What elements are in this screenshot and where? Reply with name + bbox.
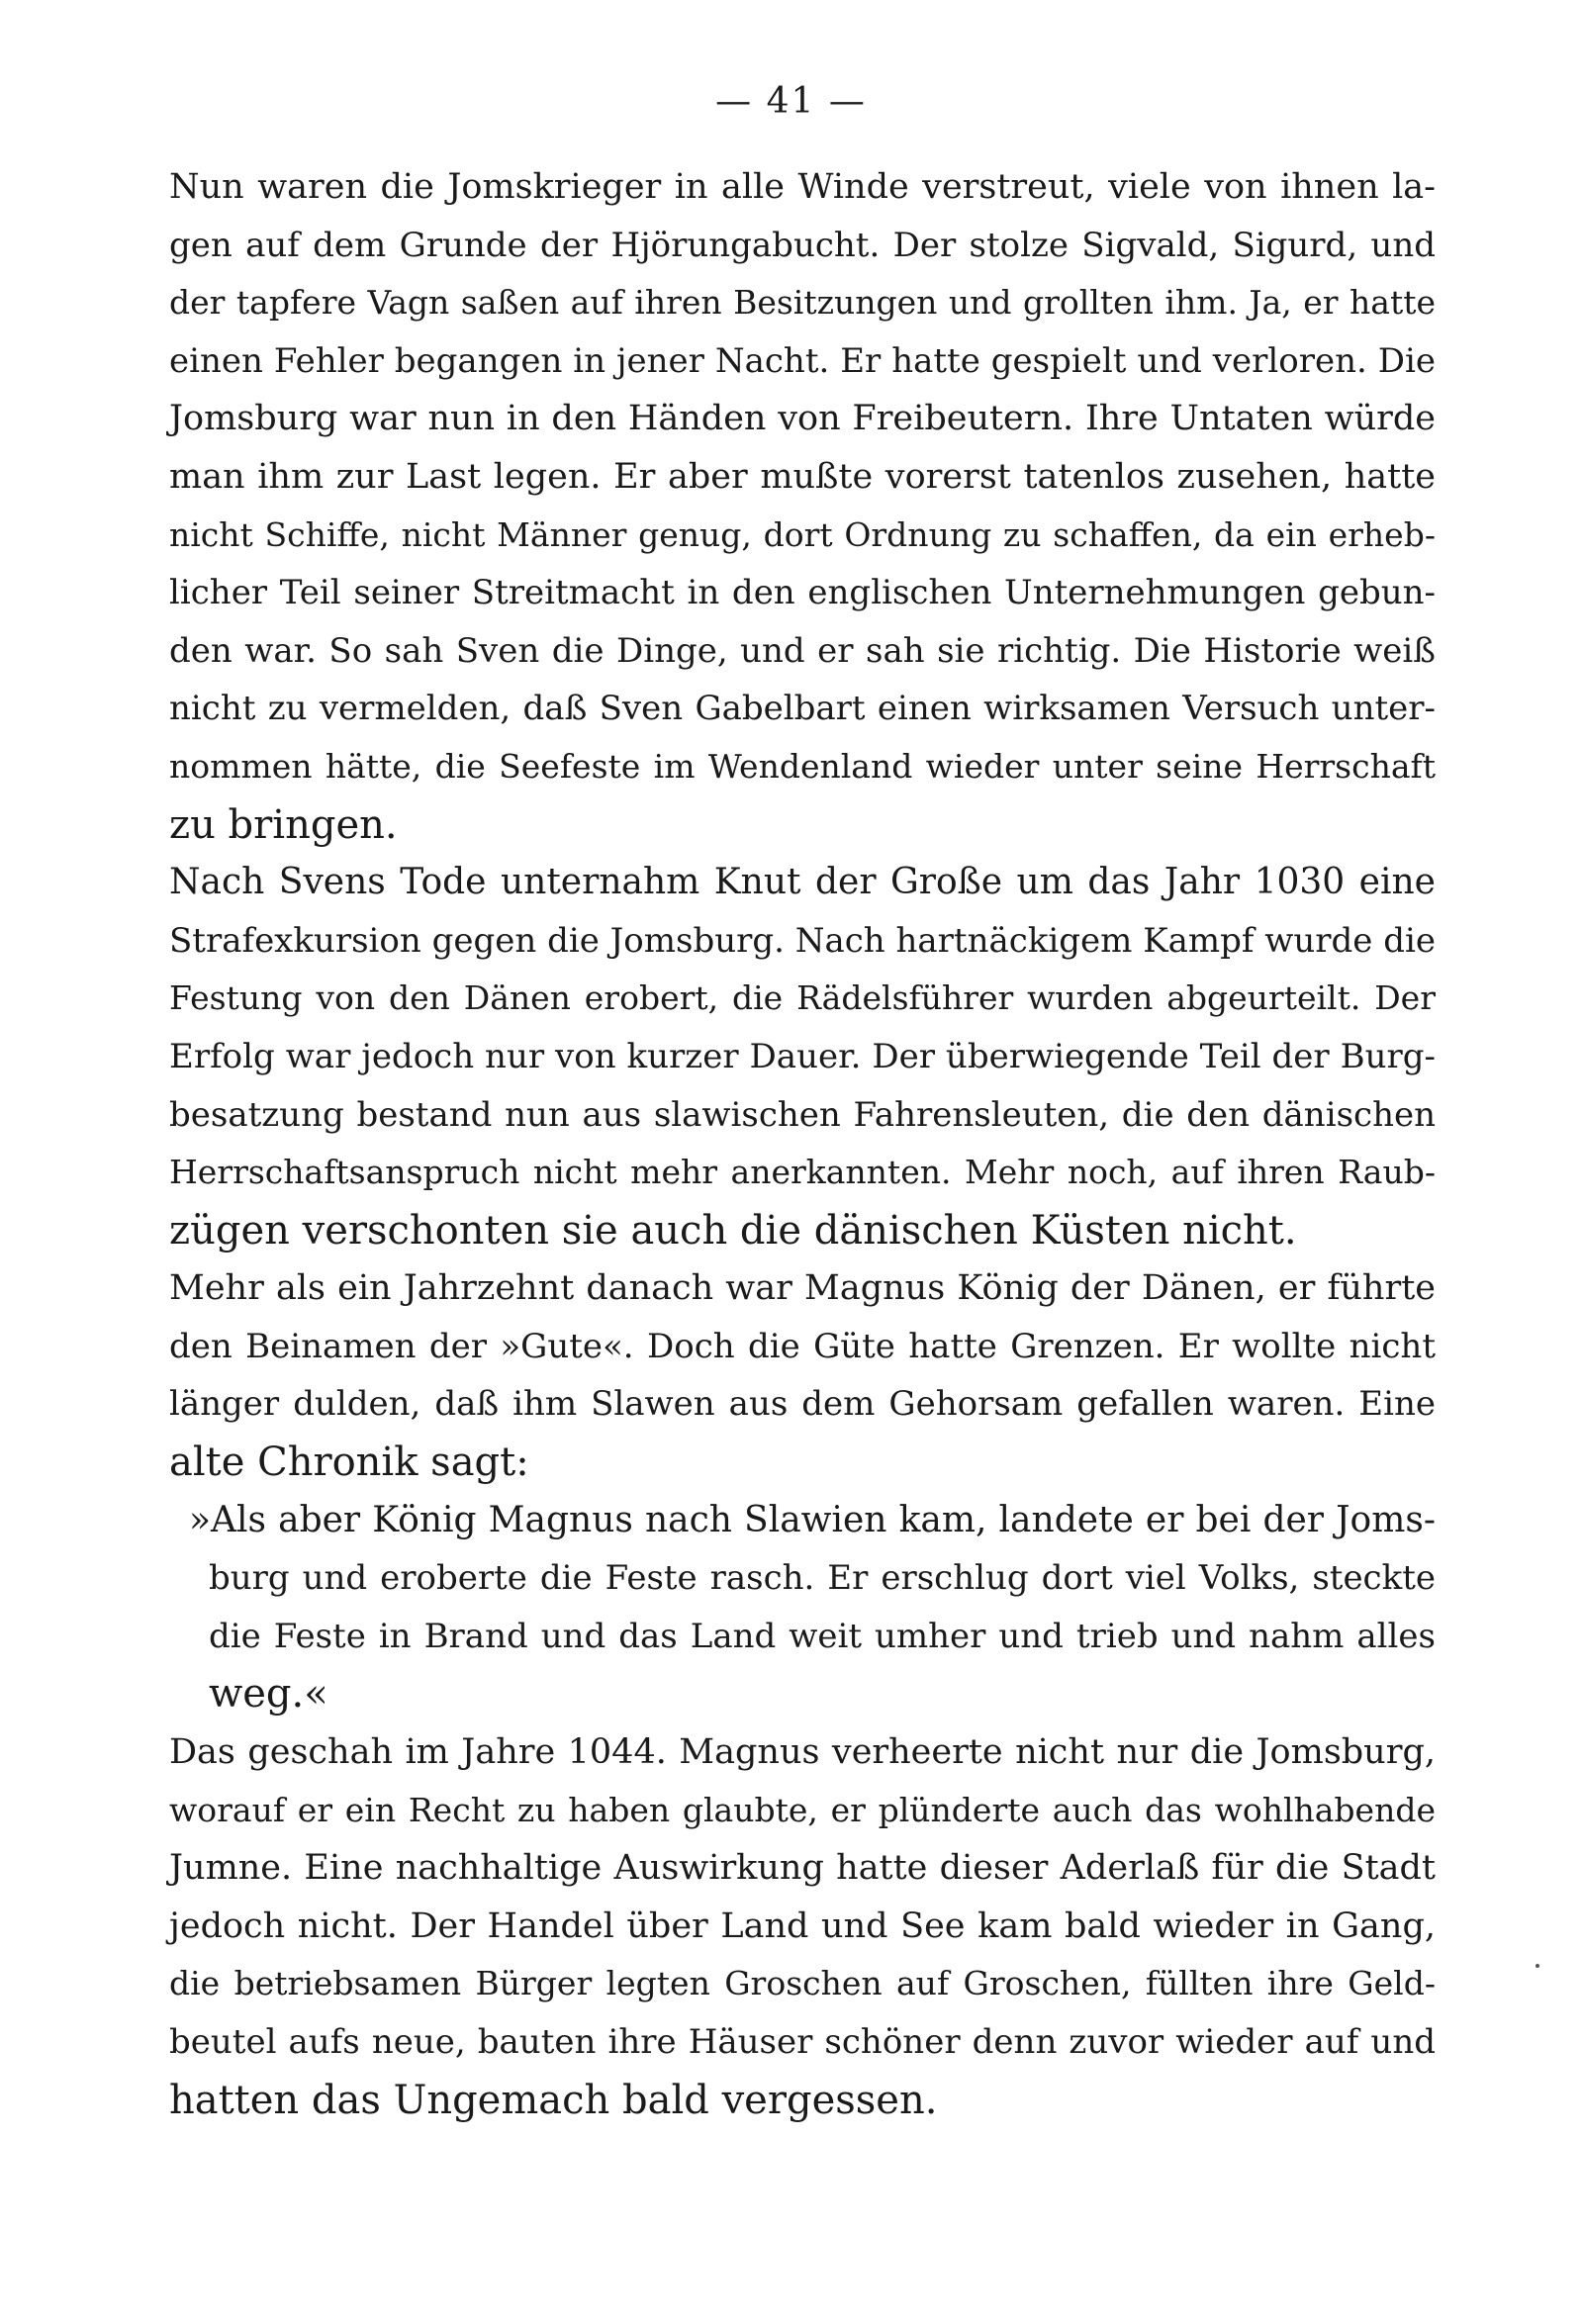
text-line: Nach Svens Tode unternahm Knut der Große um das Jahr 1030 eine bbox=[169, 862, 1436, 903]
text-line: Erfolg war jedoch nur von kurzer Dauer. Der überwiegende Teil der Burg- bbox=[169, 1036, 1436, 1076]
text-line: den Beinamen der »Gute«. Doch die Güte hatte Grenzen. Er wollte nicht bbox=[169, 1326, 1436, 1366]
text-line: Mehr als ein Jahrzehnt danach war Magnus König der Dänen, er führte bbox=[169, 1268, 1436, 1309]
text-line: Festung von den Dänen erobert, die Rädelsführer wurden abgeurteilt. Der bbox=[169, 978, 1436, 1018]
paragraph-2 bbox=[169, 854, 1436, 1259]
text-line: besatzung bestand nun aus slawischen Fahrensleuten, die den dänischen bbox=[169, 1094, 1436, 1135]
page-number: — 41 — bbox=[715, 81, 867, 122]
quote-line: »Als aber König Magnus nach Slawien kam, landete er bei der Joms- bbox=[189, 1499, 1436, 1540]
quote-line: weg.« bbox=[209, 1671, 328, 1718]
text-line: worauf er ein Recht zu haben glaubte, er plünderte auch das wohlhabende bbox=[169, 1790, 1436, 1829]
text-line: hatten das Ungemach bald vergessen. bbox=[169, 2077, 938, 2123]
text-line: einen Fehler begangen in jener Nacht. Er hatte gespielt und verloren. Die bbox=[169, 340, 1436, 381]
text-line: Nun waren die Jomskrieger in alle Winde verstreut, viele von ihnen la- bbox=[169, 167, 1436, 207]
text-line: Herrschaftsanspruch nicht mehr anerkannten. Mehr noch, auf ihren Raub- bbox=[169, 1153, 1436, 1192]
text-line: nicht Schiffe, nicht Männer genug, dort Ordnung zu schaffen, da ein erheb- bbox=[169, 514, 1436, 554]
text-line: alte Chronik sagt: bbox=[169, 1440, 529, 1486]
paragraph-3 bbox=[169, 1259, 1436, 1491]
quote-line: die Feste in Brand und das Land weit umher und trieb und nahm alles bbox=[209, 1616, 1436, 1656]
quote-line: burg und eroberte die Feste rasch. Er erschlug dort viel Volks, steckte bbox=[209, 1558, 1436, 1599]
ink-speck bbox=[1535, 1964, 1539, 1968]
paragraph-4 bbox=[169, 1723, 1436, 2129]
text-line: beutel aufs neue, bauten ihre Häuser schöner denn zuvor wieder auf und bbox=[169, 2022, 1436, 2062]
text-line: gen auf dem Grunde der Hjörungabucht. Der stolze Sigvald, Sigurd, und bbox=[169, 225, 1436, 265]
text-line: Jumne. Eine nachhaltige Auswirkung hatte dieser Aderlaß für die Stadt bbox=[169, 1848, 1436, 1889]
text-line: länger dulden, daß ihm Slawen aus dem Gehorsam gefallen waren. Eine bbox=[169, 1384, 1436, 1425]
text-line: nicht zu vermelden, daß Sven Gabelbart einen wirksamen Versuch unter- bbox=[169, 689, 1436, 729]
text-line: den war. So sah Sven die Dinge, und er sah sie richtig. Die Historie weiß bbox=[169, 630, 1436, 671]
text-line: zügen verschonten sie auch die dänischen Küsten nicht. bbox=[169, 1207, 1297, 1254]
text-line: man ihm zur Last legen. Er aber mußte vorerst tatenlos zusehen, hatte bbox=[169, 456, 1436, 497]
chronicle-quote bbox=[169, 1492, 1436, 1723]
text-line: Strafexkursion gegen die Jomsburg. Nach hartnäckigem Kampf wurde die bbox=[169, 920, 1436, 961]
text-line: Jomsburg war nun in den Händen von Freibeutern. Ihre Untaten würde bbox=[169, 399, 1436, 439]
text-line: nommen hätte, die Seefeste im Wendenland wieder unter seine Herrschaft bbox=[169, 746, 1436, 786]
text-line: jedoch nicht. Der Handel über Land und See kam bald wieder in Gang, bbox=[169, 1906, 1436, 1946]
text-line: der tapfere Vagn saßen auf ihren Besitzungen und grollten ihm. Ja, er hatte bbox=[169, 283, 1436, 323]
text-line: Das geschah im Jahre 1044. Magnus verheerte nicht nur die Jomsburg, bbox=[169, 1732, 1436, 1773]
paragraph-1 bbox=[169, 158, 1436, 854]
text-line: die betriebsamen Bürger legten Groschen auf Groschen, füllten ihre Geld- bbox=[169, 1964, 1436, 2003]
text-line: zu bringen. bbox=[169, 801, 398, 848]
text-line: licher Teil seiner Streitmacht in den englischen Unternehmungen gebun- bbox=[169, 573, 1436, 613]
body-text bbox=[169, 158, 1436, 2129]
